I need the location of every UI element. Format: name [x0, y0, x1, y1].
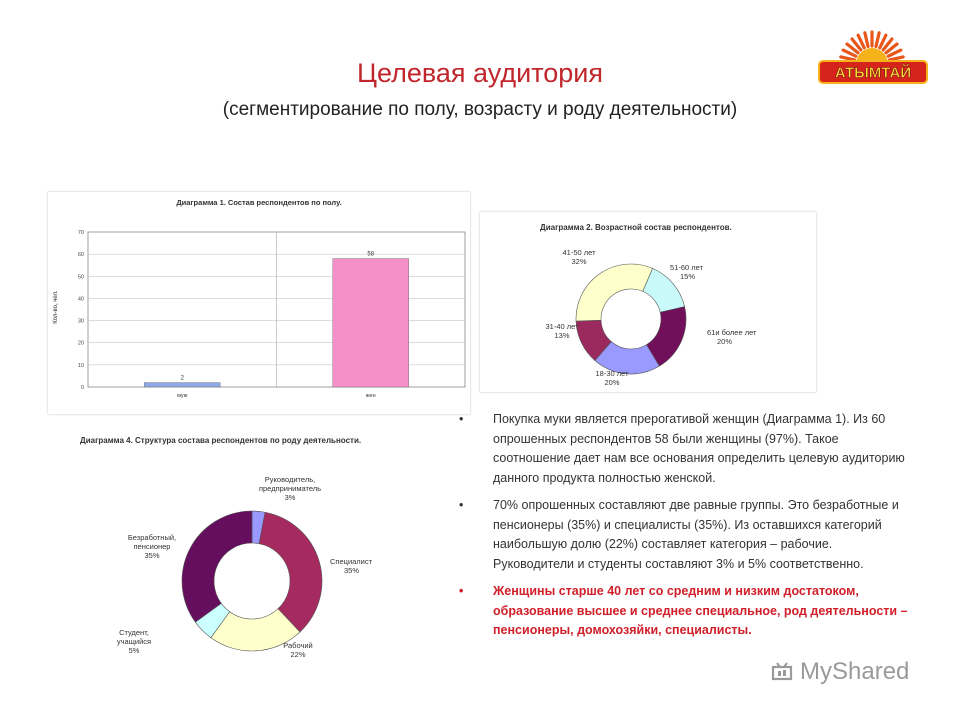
chart-title: Диаграмма 2. Возрастной состав респондентов.: [540, 223, 732, 232]
slice-label: предприниматель: [258, 484, 322, 493]
data-label: 58: [367, 251, 375, 258]
bullet-dot-icon: •: [459, 412, 464, 426]
slice-pct: 20%: [604, 378, 620, 387]
slice-pct: 32%: [571, 257, 587, 266]
watermark-text: MyShared: [800, 658, 910, 685]
sun-ray: [890, 57, 904, 60]
y-tick-label: 10: [77, 362, 84, 369]
chart-occupation-svg: [48, 428, 468, 688]
sun-ray: [865, 33, 868, 47]
slice-pct: 35%: [144, 551, 160, 560]
slice-pct: 15%: [680, 272, 696, 281]
y-tick-label: 60: [77, 252, 84, 259]
bullet-text: Женщины старше 40 лет со средним и низким достатоком, образование высшее и среднее специальное, род деятельности – пенсионеры, домохозяйки, специалисты.: [493, 584, 908, 637]
bullet-item-highlight: [455, 582, 910, 641]
atymtai-logo: [815, 28, 930, 90]
slice: [576, 264, 652, 321]
x-tick-label: жен: [365, 393, 376, 399]
y-tick-label: 40: [77, 296, 84, 303]
logo-text: АТЫМТАЙ: [834, 64, 912, 82]
slide-subtitle: (сегментирование по полу, возрасту и роду деятельности): [222, 99, 738, 120]
y-tick-label: 0: [80, 385, 84, 391]
slice-label: Рабочий: [283, 641, 313, 650]
y-tick-label: 20: [77, 340, 84, 347]
data-label: 2: [180, 375, 184, 382]
x-tick-label: муж: [177, 393, 188, 399]
bullet-dot-icon: •: [459, 498, 464, 512]
slice-pct: 20%: [717, 337, 733, 346]
slice-label: 41-50 лет: [562, 248, 596, 257]
x-tick-labels: [177, 393, 376, 399]
sun-ray: [841, 57, 855, 60]
watermark: [770, 658, 909, 686]
slice-pct: 22%: [290, 650, 306, 659]
slice-pct: 3%: [284, 493, 296, 502]
bullet-item: [455, 410, 910, 488]
slice-label: Безработный,: [127, 533, 177, 542]
slice-pct: 35%: [344, 566, 360, 575]
chart-title: Диаграмма 1. Состав респондентов по полу.: [176, 198, 342, 207]
slice-label: 61и более лет: [707, 328, 757, 337]
bar-муж: [144, 383, 220, 387]
slice: [259, 512, 322, 632]
chart-occupation: [48, 428, 468, 688]
y-tick-label: 30: [77, 318, 84, 325]
chart-age-svg: [480, 212, 816, 392]
donut-slices: [576, 264, 686, 374]
slice-label: 51-60 лет: [670, 263, 703, 272]
slice: [182, 511, 252, 622]
slice-label: 18-30 лет: [595, 369, 629, 378]
bullet-item: [455, 496, 910, 574]
donut-slices: [182, 511, 322, 651]
bullet-list: [455, 410, 910, 649]
chart-gender: [48, 192, 470, 414]
chart-gender-svg: [48, 192, 470, 414]
bullet-text: 70% опрошенных составляют две равные группы. Это безработные и пенсионеры (35%) и специалисты (35%). Из оставшихся категорий наибольшую долю (22%) составляет категория – рабочие. Руководители и студенты составляют 3% и 5% соответственно.: [493, 498, 899, 571]
bullet-text: Покупка муки является прерогативой женщин (Диаграмма 1). Из 60 опрошенных респондентов 58 были женщины (97%). Такое соотношение дает нам все основания определить целевую аудиторию данного продукта полностью женской.: [493, 412, 905, 485]
slice-label: Студент,: [119, 628, 149, 637]
slide-title: Целевая аудитория: [357, 58, 603, 88]
sun-ray: [876, 33, 879, 47]
y-axis-label: Кол-во, чел.: [53, 290, 59, 324]
slice-label: 31-40 лет: [545, 322, 579, 331]
slice-label: Руководитель,: [264, 475, 316, 484]
slice-pct: 13%: [554, 331, 570, 340]
y-tick-label: 50: [77, 274, 84, 281]
chart-title: Диаграмма 4. Структура состава респондентов по роду деятельности.: [80, 436, 362, 445]
slice-label: Специалист: [330, 557, 373, 566]
y-tick-labels: [78, 230, 84, 391]
bullet-dot-icon: •: [459, 584, 464, 598]
slice-pct: 5%: [128, 646, 140, 655]
bar-жен: [333, 259, 409, 387]
chart-age: [480, 212, 816, 392]
y-tick-label: 70: [77, 230, 84, 236]
presentation-icon: [770, 660, 794, 684]
slice-label: учащийся: [116, 637, 152, 646]
slice-label: пенсионер: [133, 542, 171, 551]
